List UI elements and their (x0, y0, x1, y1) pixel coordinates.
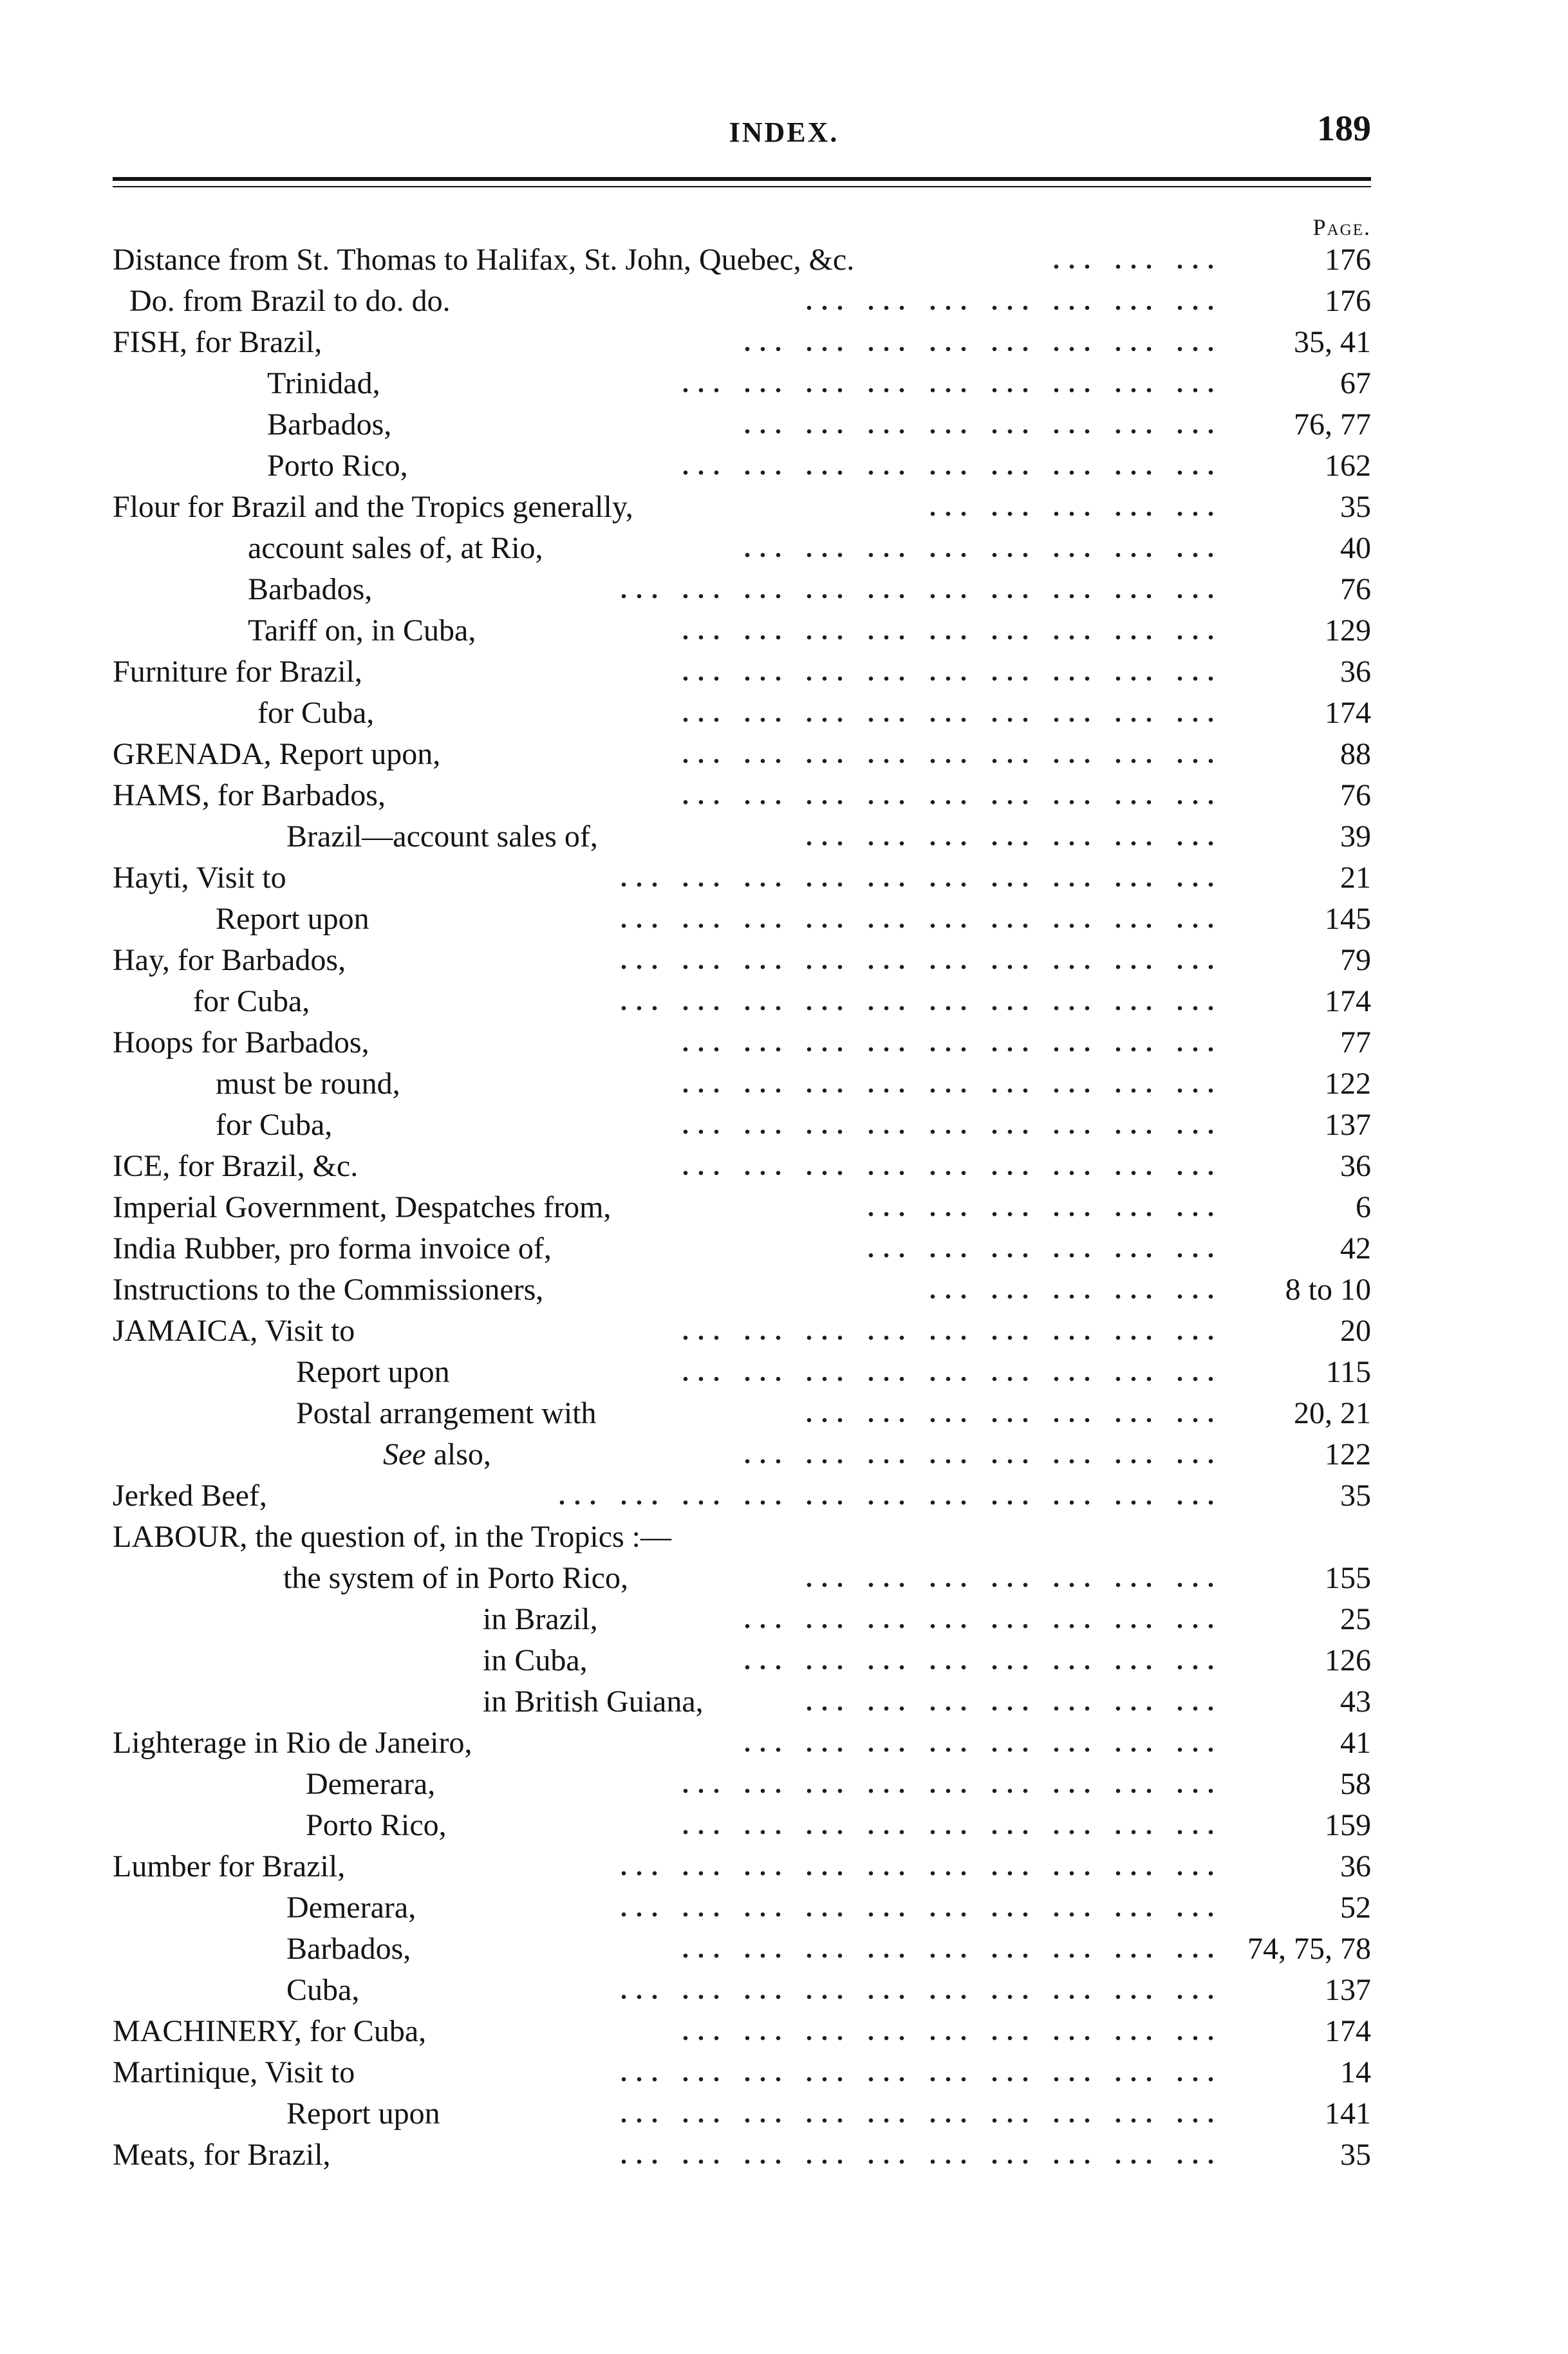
index-entry (113, 1929, 1371, 1970)
index-entry-text: Demerara, (306, 1767, 436, 1801)
index-entry (113, 1723, 1371, 1764)
index-entry (113, 487, 1371, 528)
dot-leader: ... ... ... ... ... ... ... ... (744, 1728, 1223, 1757)
index-entry-page: 35 (1340, 2138, 1371, 2172)
index-entry (113, 857, 1371, 899)
index-entry-text: FISH, for Brazil, (113, 325, 322, 359)
index-entry (113, 1228, 1371, 1269)
index-entry-text: Barbados, (248, 572, 373, 606)
index-entry-text: See also, (383, 1437, 491, 1471)
index-entry-page: 25 (1340, 1602, 1371, 1636)
dot-leader: ... ... ... ... ... ... ... ... (744, 534, 1223, 563)
index-entry-page: 77 (1340, 1025, 1371, 1060)
index-entry-text: Porto Rico, (306, 1808, 447, 1842)
index-entry (113, 981, 1371, 1022)
index-entry-page: 58 (1340, 1767, 1371, 1801)
index-entry (113, 404, 1371, 445)
index-entry (113, 1558, 1371, 1599)
page-number: 189 (1317, 109, 1371, 149)
index-entry-text: LABOUR, the question of, in the Tropics :— (113, 1520, 672, 1554)
index-entry-page: 67 (1340, 366, 1371, 400)
index-entry-page: 174 (1325, 984, 1371, 1018)
index-entry-text: Furniture for Brazil, (113, 655, 362, 689)
index-entry-page: 14 (1340, 2055, 1371, 2089)
index-entry (113, 1681, 1371, 1723)
index-entry (113, 2093, 1371, 2134)
index-entry (113, 1887, 1371, 1929)
index-entry-text: Instructions to the Commissioners, (113, 1273, 544, 1307)
index-entry-text: Flour for Brazil and the Tropics generally, (113, 490, 633, 524)
dot-leader: ... ... ... ... ... ... ... (806, 286, 1223, 315)
index-entry-text: JAMAICA, Visit to (113, 1314, 355, 1348)
index-entry-text: Report upon (216, 902, 369, 936)
index-entry-page: 36 (1340, 655, 1371, 689)
dot-leader: ... ... ... ... ... ... (868, 1193, 1223, 1222)
index-entry-page: 20 (1340, 1314, 1371, 1348)
page-column-heading: Page. (1312, 214, 1371, 240)
dot-leader: ... ... ... ... ... ... ... ... ... ... (621, 2099, 1223, 2128)
index-entry-page: 162 (1325, 449, 1371, 483)
index-entry-page: 43 (1340, 1685, 1371, 1719)
index-entry (113, 445, 1371, 487)
dot-leader: ... ... ... ... ... ... ... ... ... ... (621, 946, 1223, 975)
index-entry-text: for Cuba, (193, 984, 310, 1018)
index-entry-text: Meats, for Brazil, (113, 2138, 331, 2172)
dot-leader: ... ... ... ... ... ... ... ... ... ... (621, 1976, 1223, 2004)
index-entry-page: 42 (1340, 1231, 1371, 1266)
dot-leader: ... ... ... ... ... (929, 492, 1223, 521)
index-entry-page: 40 (1340, 531, 1371, 565)
index-entry-page: 88 (1340, 737, 1371, 771)
index-entry-text: Do. from Brazil to do. do. (129, 284, 451, 318)
index-entry-page: 76, 77 (1294, 407, 1371, 442)
index-entry-text: Hayti, Visit to (113, 861, 286, 895)
dot-leader: ... ... ... ... ... ... ... ... ... (682, 698, 1223, 727)
index-entry (113, 734, 1371, 775)
index-entry (113, 322, 1371, 363)
index-entry-page: 6 (1356, 1190, 1371, 1224)
index-entry-page: 74, 75, 78 (1247, 1932, 1371, 1966)
index-entry-page: 174 (1325, 696, 1371, 730)
index-entry-text: ICE, for Brazil, &c. (113, 1149, 359, 1183)
dot-leader: ... ... ... ... ... ... ... ... ... (682, 1069, 1223, 1098)
dot-leader: ... ... ... ... ... ... ... (806, 1564, 1223, 1593)
dot-leader: ... ... ... ... ... ... ... ... ... ... (621, 2058, 1223, 2087)
index-entry (113, 1599, 1371, 1640)
index-entry (113, 1063, 1371, 1105)
index-entry-text: Lighterage in Rio de Janeiro, (113, 1726, 472, 1760)
dot-leader: ... ... ... ... ... ... ... ... ... (682, 451, 1223, 480)
index-entry (113, 775, 1371, 816)
dot-leader: ... ... ... ... ... ... ... ... ... (682, 1152, 1223, 1181)
index-entry (113, 1805, 1371, 1846)
index-entries-list (113, 239, 1371, 2176)
dot-leader: ... ... ... ... ... ... ... ... (744, 410, 1223, 439)
index-entry-text: GRENADA, Report upon, (113, 737, 441, 771)
index-entry (113, 569, 1371, 610)
index-entry-text: in Cuba, (483, 1643, 588, 1677)
header-rule-thick (113, 177, 1371, 181)
dot-leader: ... ... ... ... ... ... ... ... ... (682, 740, 1223, 769)
index-entry-page: 39 (1340, 819, 1371, 854)
index-entry-text: Lumber for Brazil, (113, 1849, 346, 1883)
index-entry-text: account sales of, at Rio, (248, 531, 543, 565)
dot-leader: ... ... ... ... ... ... ... ... ... ... (621, 2140, 1223, 2169)
index-entry-text: Barbados, (286, 1932, 411, 1966)
index-entry (113, 899, 1371, 940)
index-entry-page: 21 (1340, 861, 1371, 895)
dot-leader: ... ... ... ... ... ... ... ... ... (682, 616, 1223, 645)
index-entry-text: Martinique, Visit to (113, 2055, 355, 2089)
index-entry (113, 816, 1371, 857)
index-entry-text: Jerked Beef, (113, 1479, 267, 1513)
index-entry-page: 115 (1325, 1355, 1371, 1389)
dot-leader: ... ... ... ... ... ... ... ... (744, 328, 1223, 357)
index-entry-page: 76 (1340, 572, 1371, 606)
index-entry-page: 41 (1340, 1726, 1371, 1760)
index-entry-page: 137 (1325, 1973, 1371, 2007)
dot-leader: ... ... ... ... ... ... ... ... ... (682, 2017, 1223, 2046)
index-entry-text: Brazil—account sales of, (286, 819, 598, 854)
dot-leader: ... ... ... ... ... ... ... ... (744, 1440, 1223, 1469)
index-entry (113, 1517, 1371, 1558)
index-entry-text: must be round, (216, 1067, 400, 1101)
index-entry (113, 610, 1371, 651)
index-entry (113, 1970, 1371, 2011)
index-entry (113, 1393, 1371, 1434)
header-rule-thin (113, 186, 1371, 187)
index-entry-page: 122 (1325, 1067, 1371, 1101)
index-entry (113, 1640, 1371, 1681)
index-entry (113, 1269, 1371, 1311)
index-entry-text: Report upon (296, 1355, 450, 1389)
dot-leader: ... ... ... ... ... ... ... ... ... (682, 1811, 1223, 1840)
dot-leader: ... ... ... ... ... ... ... ... ... (682, 369, 1223, 398)
index-entry-page: 52 (1340, 1891, 1371, 1925)
dot-leader: ... ... ... ... ... ... ... ... ... ... (621, 1852, 1223, 1881)
index-entry-text: the system of in Porto Rico, (283, 1561, 628, 1595)
index-entry-text: Imperial Government, Despatches from, (113, 1190, 611, 1224)
running-title: INDEX. (729, 117, 839, 148)
index-entry (113, 2052, 1371, 2093)
dot-leader: ... ... ... ... ... ... (868, 1234, 1223, 1263)
dot-leader: ... ... ... ... ... ... ... ... ... ... (621, 1893, 1223, 1922)
index-entry-text: Tariff on, in Cuba, (248, 613, 476, 648)
index-entry-text: in Brazil, (483, 1602, 598, 1636)
index-entry (113, 239, 1371, 281)
index-entry (113, 1352, 1371, 1393)
index-entry (113, 1105, 1371, 1146)
index-entry-text: MACHINERY, for Cuba, (113, 2014, 427, 2048)
index-entry-page: 76 (1340, 778, 1371, 812)
index-entry (113, 651, 1371, 693)
index-entry-text: Hoops for Barbados, (113, 1025, 369, 1060)
dot-leader: ... ... ... ... ... ... ... ... ... (682, 657, 1223, 686)
index-entry (113, 1475, 1371, 1517)
index-entry (113, 1022, 1371, 1063)
index-entry (113, 281, 1371, 322)
dot-leader: ... ... ... ... ... ... ... (806, 1687, 1223, 1716)
index-entry-text: for Cuba, (257, 696, 375, 730)
index-entry (113, 2011, 1371, 2052)
index-entry (113, 1146, 1371, 1187)
index-entry (113, 2134, 1371, 2176)
index-entry-text: Postal arrangement with (296, 1396, 597, 1430)
dot-leader: ... ... ... ... ... ... ... ... ... (682, 1110, 1223, 1139)
index-entry-text: in British Guiana, (483, 1685, 704, 1719)
index-entry-page: 126 (1325, 1643, 1371, 1677)
index-entry (113, 1846, 1371, 1887)
index-entry (113, 1764, 1371, 1805)
index-entry-text: Distance from St. Thomas to Halifax, St. John, Quebec, &c. (113, 243, 855, 277)
index-entry-page: 145 (1325, 902, 1371, 936)
dot-leader: ... ... ... ... ... ... ... ... ... ... (621, 575, 1223, 604)
index-entry-text: for Cuba, (216, 1108, 333, 1142)
dot-leader: ... ... ... ... ... ... ... ... ... ... ... (559, 1481, 1223, 1510)
index-entry-page: 36 (1340, 1149, 1371, 1183)
index-entry (113, 1187, 1371, 1228)
dot-leader: ... ... ... ... ... ... ... ... ... ... (621, 863, 1223, 892)
index-entry-text: Porto Rico, (267, 449, 408, 483)
index-entry-text: Cuba, (286, 1973, 360, 2007)
index-entry-page: 20, 21 (1294, 1396, 1371, 1430)
index-entry-page: 176 (1325, 284, 1371, 318)
dot-leader: ... ... ... ... ... ... ... ... ... (682, 781, 1223, 810)
index-entry-page: 176 (1325, 243, 1371, 277)
index-entry-page: 174 (1325, 2014, 1371, 2048)
index-entry-page: 35, 41 (1294, 325, 1371, 359)
dot-leader: ... ... ... ... ... (929, 1275, 1223, 1304)
index-entry-page: 155 (1325, 1561, 1371, 1595)
index-entry (113, 940, 1371, 981)
index-entry (113, 1311, 1371, 1352)
index-entry-text: Barbados, (267, 407, 392, 442)
index-entry-page: 79 (1340, 943, 1371, 977)
dot-leader: ... ... ... ... ... ... ... ... ... ... (621, 987, 1223, 1016)
index-entry-page: 129 (1325, 613, 1371, 648)
dot-leader: ... ... ... ... ... ... ... ... ... ... (621, 904, 1223, 933)
index-entry-text: India Rubber, pro forma invoice of, (113, 1231, 552, 1266)
dot-leader: ... ... ... ... ... ... ... ... ... (682, 1934, 1223, 1963)
dot-leader: ... ... ... ... ... ... ... ... ... (682, 1770, 1223, 1798)
dot-leader: ... ... ... (1053, 245, 1223, 274)
index-entry-text: Demerara, (286, 1891, 416, 1925)
index-entry-page: 35 (1340, 490, 1371, 524)
index-entry-page: 8 to 10 (1285, 1273, 1371, 1307)
index-entry-text: Hay, for Barbados, (113, 943, 346, 977)
dot-leader: ... ... ... ... ... ... ... ... ... (682, 1316, 1223, 1345)
index-entry-text: Trinidad, (267, 366, 380, 400)
index-entry-page: 35 (1340, 1479, 1371, 1513)
dot-leader: ... ... ... ... ... ... ... (806, 1399, 1223, 1428)
dot-leader: ... ... ... ... ... ... ... (806, 822, 1223, 851)
index-entry-page: 141 (1325, 2097, 1371, 2131)
index-entry (113, 528, 1371, 569)
index-entry-page: 137 (1325, 1108, 1371, 1142)
dot-leader: ... ... ... ... ... ... ... ... ... (682, 1358, 1223, 1387)
dot-leader: ... ... ... ... ... ... ... ... (744, 1605, 1223, 1634)
index-entry (113, 693, 1371, 734)
dot-leader: ... ... ... ... ... ... ... ... ... (682, 1028, 1223, 1057)
index-entry-text: Report upon (286, 2097, 440, 2131)
dot-leader: ... ... ... ... ... ... ... ... (744, 1646, 1223, 1675)
index-entry-page: 159 (1325, 1808, 1371, 1842)
index-entry (113, 1434, 1371, 1475)
index-entry-page: 122 (1325, 1437, 1371, 1471)
index-entry (113, 363, 1371, 404)
index-entry-text: HAMS, for Barbados, (113, 778, 386, 812)
index-entry-page: 36 (1340, 1849, 1371, 1883)
